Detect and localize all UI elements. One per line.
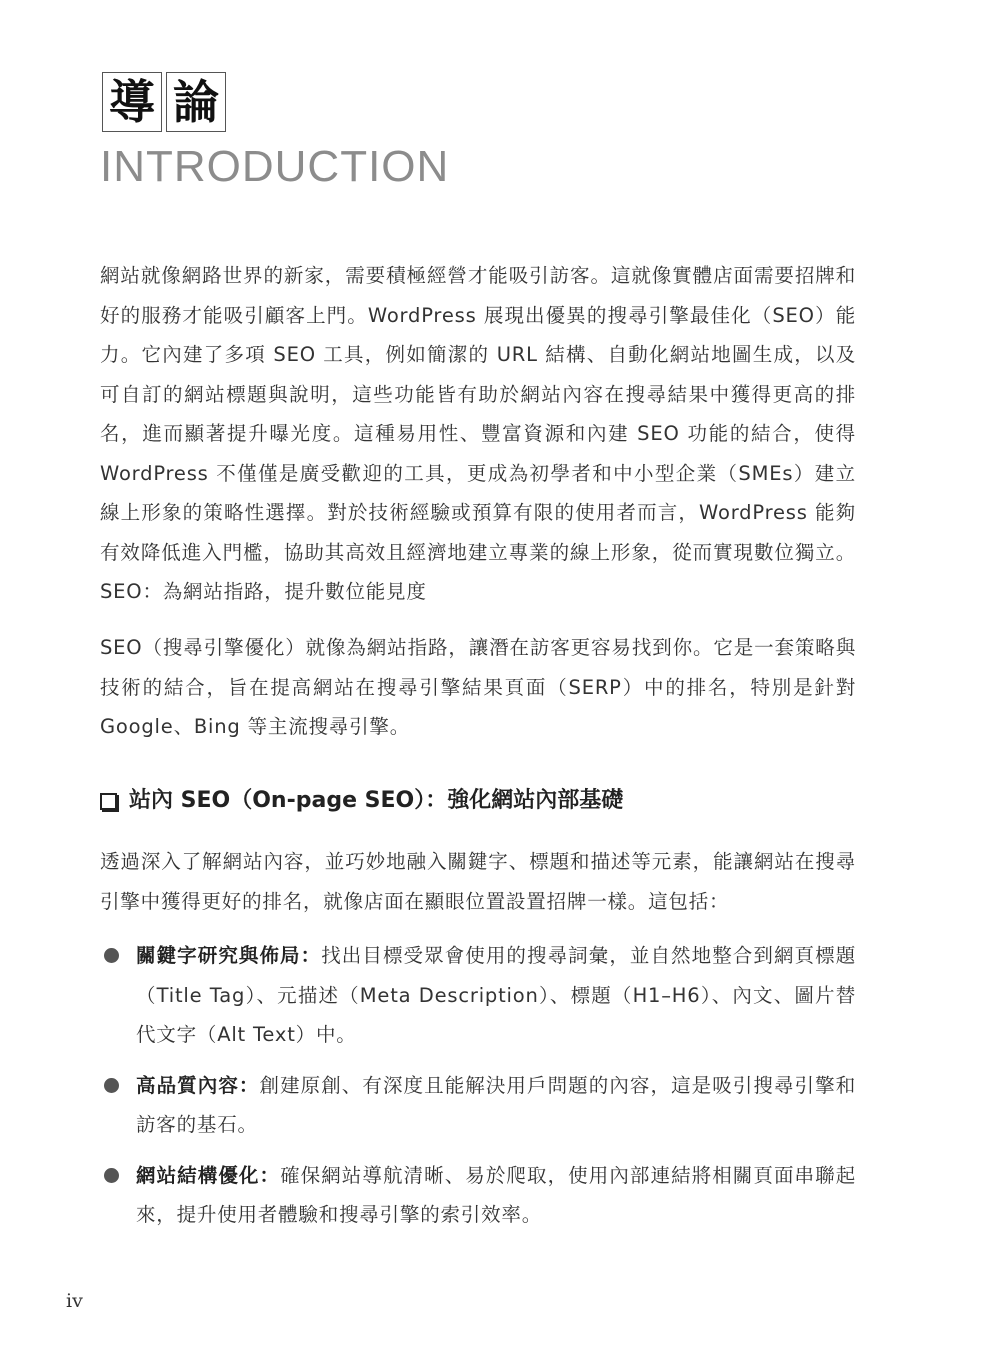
bullet-dot-icon bbox=[104, 1078, 119, 1093]
intro-paragraph: 網站就像網路世界的新家，需要積極經營才能吸引訪客。這就像實體店面需要招牌和好的服務才能吸引顧客上門。WordPress 展現出優異的搜尋引擎最佳化（SEO）能力。它內建了多項 SEO 工具，例如簡潔的 URL 結構、自動化網站地圖生成，以及可自訂的網站標題與說明，這些功能皆有助於網站內容在搜尋結果中獲得更高的排名，進而顯著提升曝光度。這種易用性、豐富資源和內建 SEO 功能的結合，使得 WordPress 不僅僅是廣受歡迎的工具，更成為初學者和中小型企業（SMEs）建立線上形象的策略性選擇。對於技術經驗或預算有限的使用者而言，WordPress 能夠有效降低進入門檻，協助其高效且經濟地建立專業的線上形象，從而實現數位獨立。SEO：為網站指路，提升數位能見度 bbox=[100, 264, 856, 603]
chapter-subtitle: INTRODUCTION bbox=[100, 142, 450, 191]
bullet-text: 確保網站導航清晰、易於爬取，使用內部連結將相關頁面串聯起來，提升使用者體驗和搜尋引擎的索引效率。 bbox=[136, 1163, 856, 1226]
bullet-dot-icon bbox=[104, 948, 119, 963]
page-number: iv bbox=[66, 1290, 83, 1312]
bullet-dot-icon bbox=[104, 1168, 119, 1183]
bullet-term: 網站結構優化： bbox=[136, 1163, 281, 1187]
list-item bbox=[100, 1066, 856, 1145]
title-char-box: 導 bbox=[102, 72, 162, 132]
section-heading-text: 站內 SEO（On-page SEO）：強化網站內部基礎 bbox=[129, 788, 624, 813]
seo-definition-paragraph: SEO（搜尋引擎優化）就像為網站指路，讓潛在訪客更容易找到你。它是一套策略與技術的結合，旨在提高網站在搜尋引擎結果頁面（SERP）中的排名，特別是針對 Google、Bing 等主流搜尋引擎。 bbox=[100, 636, 856, 738]
list-item bbox=[100, 1156, 856, 1235]
bullet-term: 高品質內容： bbox=[136, 1073, 260, 1097]
onpage-intro-paragraph: 透過深入了解網站內容，並巧妙地融入關鍵字、標題和描述等元素，能讓網站在搜尋引擎中獲得更好的排名，就像店面在顯眼位置設置招牌一樣。這包括： bbox=[100, 850, 856, 913]
checkbox-icon bbox=[100, 793, 117, 810]
bullet-text: 創建原創、有深度且能解決用戶問題的內容，這是吸引搜尋引擎和訪客的基石。 bbox=[136, 1073, 856, 1136]
list-item bbox=[100, 936, 856, 1055]
bullet-text: 找出目標受眾會使用的搜尋詞彙，並自然地整合到網頁標題（Title Tag）、元描述（Meta Description）、標題（H1–H6）、內文、圖片替代文字（Alt Text）中。 bbox=[136, 944, 856, 1046]
title-char-box: 論 bbox=[166, 72, 226, 132]
bullet-term: 關鍵字研究與佈局： bbox=[136, 944, 322, 967]
section-heading bbox=[100, 783, 623, 819]
chapter-title bbox=[102, 72, 226, 132]
bullet-list bbox=[100, 936, 856, 1246]
